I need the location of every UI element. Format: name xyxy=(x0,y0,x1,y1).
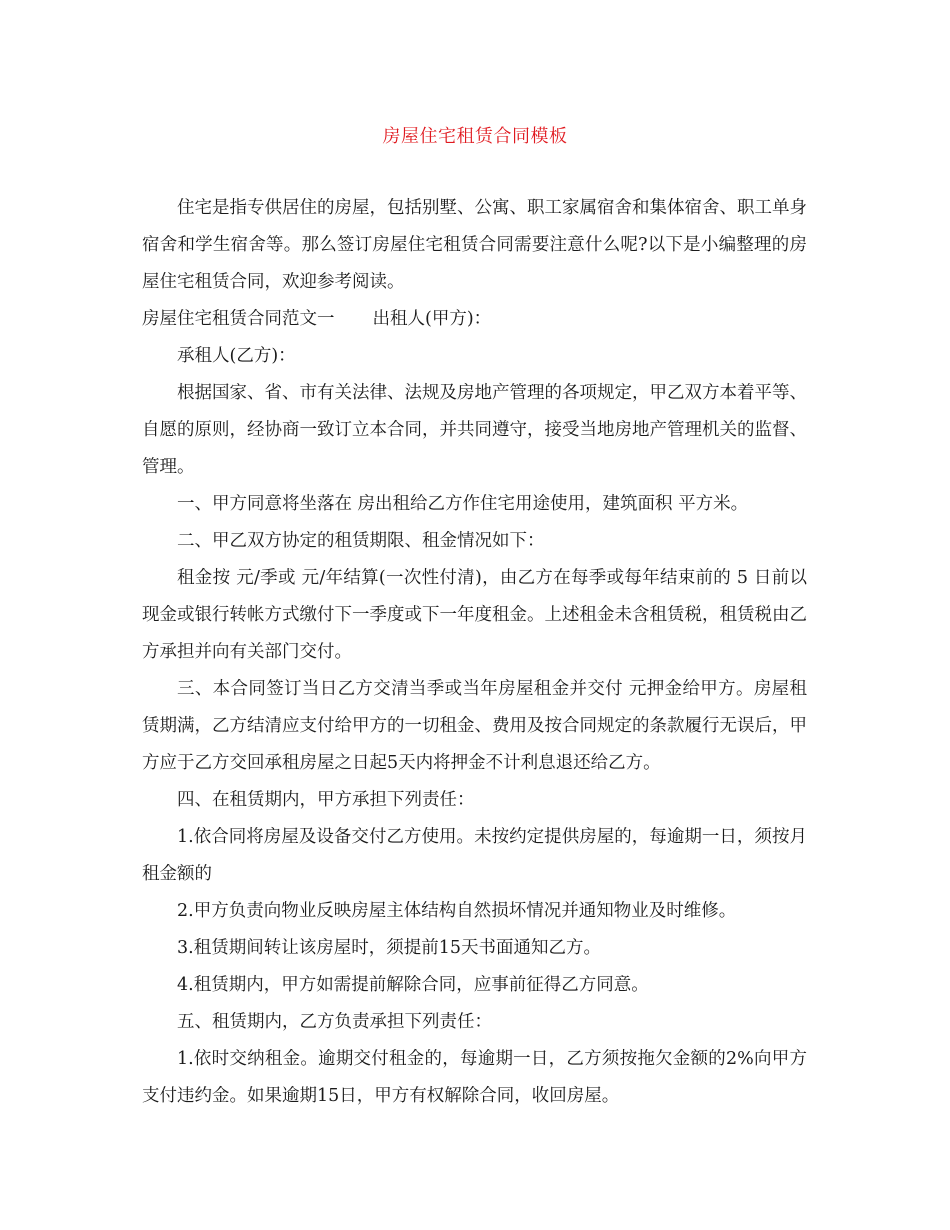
clause-paragraph: 2.甲方负责向物业反映房屋主体结构自然损坏情况并通知物业及时维修。 xyxy=(177,901,737,921)
sample-heading: 房屋住宅租赁合同范文一 xyxy=(142,309,335,329)
lessor-label: 出租人(甲方)： xyxy=(372,309,492,329)
clause-paragraph: 1.依时交纳租金。逾期交付租金的，每逾期一日，乙方须按拖欠金额的2%向甲方支付违约金。如果逾期15日，甲方有权解除合同，收回房屋。 xyxy=(142,1049,807,1106)
document-title: 房屋住宅租赁合同模板 xyxy=(382,126,568,147)
clause-paragraph: 三、本合同签订当日乙方交清当季或当年房屋租金并交付 元押金给甲方。房屋租赁期满，乙方结清应支付给甲方的一切租金、费用及按合同规定的条款履行无误后，甲方应于乙方交回承租房屋之日起5天内将押金不计利息退还给乙方。 xyxy=(142,679,807,773)
clause-paragraph: 二、甲乙双方协定的租赁期限、租金情况如下： xyxy=(177,531,545,551)
sample-heading-line xyxy=(142,301,807,338)
clause-paragraph: 3.租赁期间转让该房屋时，须提前15天书面通知乙方。 xyxy=(177,938,601,958)
clause-paragraph: 一、甲方同意将坐落在 房出租给乙方作住宅用途使用，建筑面积 平方米。 xyxy=(177,494,749,514)
clause-paragraph: 4.租赁期内，甲方如需提前解除合同，应事前征得乙方同意。 xyxy=(177,975,649,995)
intro-paragraph: 住宅是指专供居住的房屋，包括别墅、公寓、职工家属宿舍和集体宿舍、职工单身宿舍和学生宿舍等。那么签订房屋住宅租赁合同需要注意什么呢?以下是小编整理的房屋住宅租赁合同，欢迎参考阅读。 xyxy=(142,198,807,292)
clause-paragraph: 1.依合同将房屋及设备交付乙方使用。未按约定提供房屋的，每逾期一日，须按月租金额的 xyxy=(142,827,807,884)
clause-paragraph: 五、租赁期内，乙方负责承担下列责任： xyxy=(177,1012,492,1032)
clause-paragraph: 四、在租赁期内，甲方承担下列责任： xyxy=(177,790,475,810)
clause-paragraph: 租金按 元/季或 元/年结算(一次性付清)，由乙方在每季或每年结束前的 5 日前以现金或银行转帐方式缴付下一季度或下一年度租金。上述租金未含租赁税，租赁税由乙方承担并向有关部门交付。 xyxy=(142,568,807,662)
lessee-label: 承租人(乙方)： xyxy=(177,346,296,366)
document-body xyxy=(142,190,807,1115)
clause-paragraph: 根据国家、省、市有关法律、法规及房地产管理的各项规定，甲乙双方本着平等、自愿的原则，经协商一致订立本合同，并共同遵守，接受当地房地产管理机关的监督、管理。 xyxy=(142,383,807,477)
